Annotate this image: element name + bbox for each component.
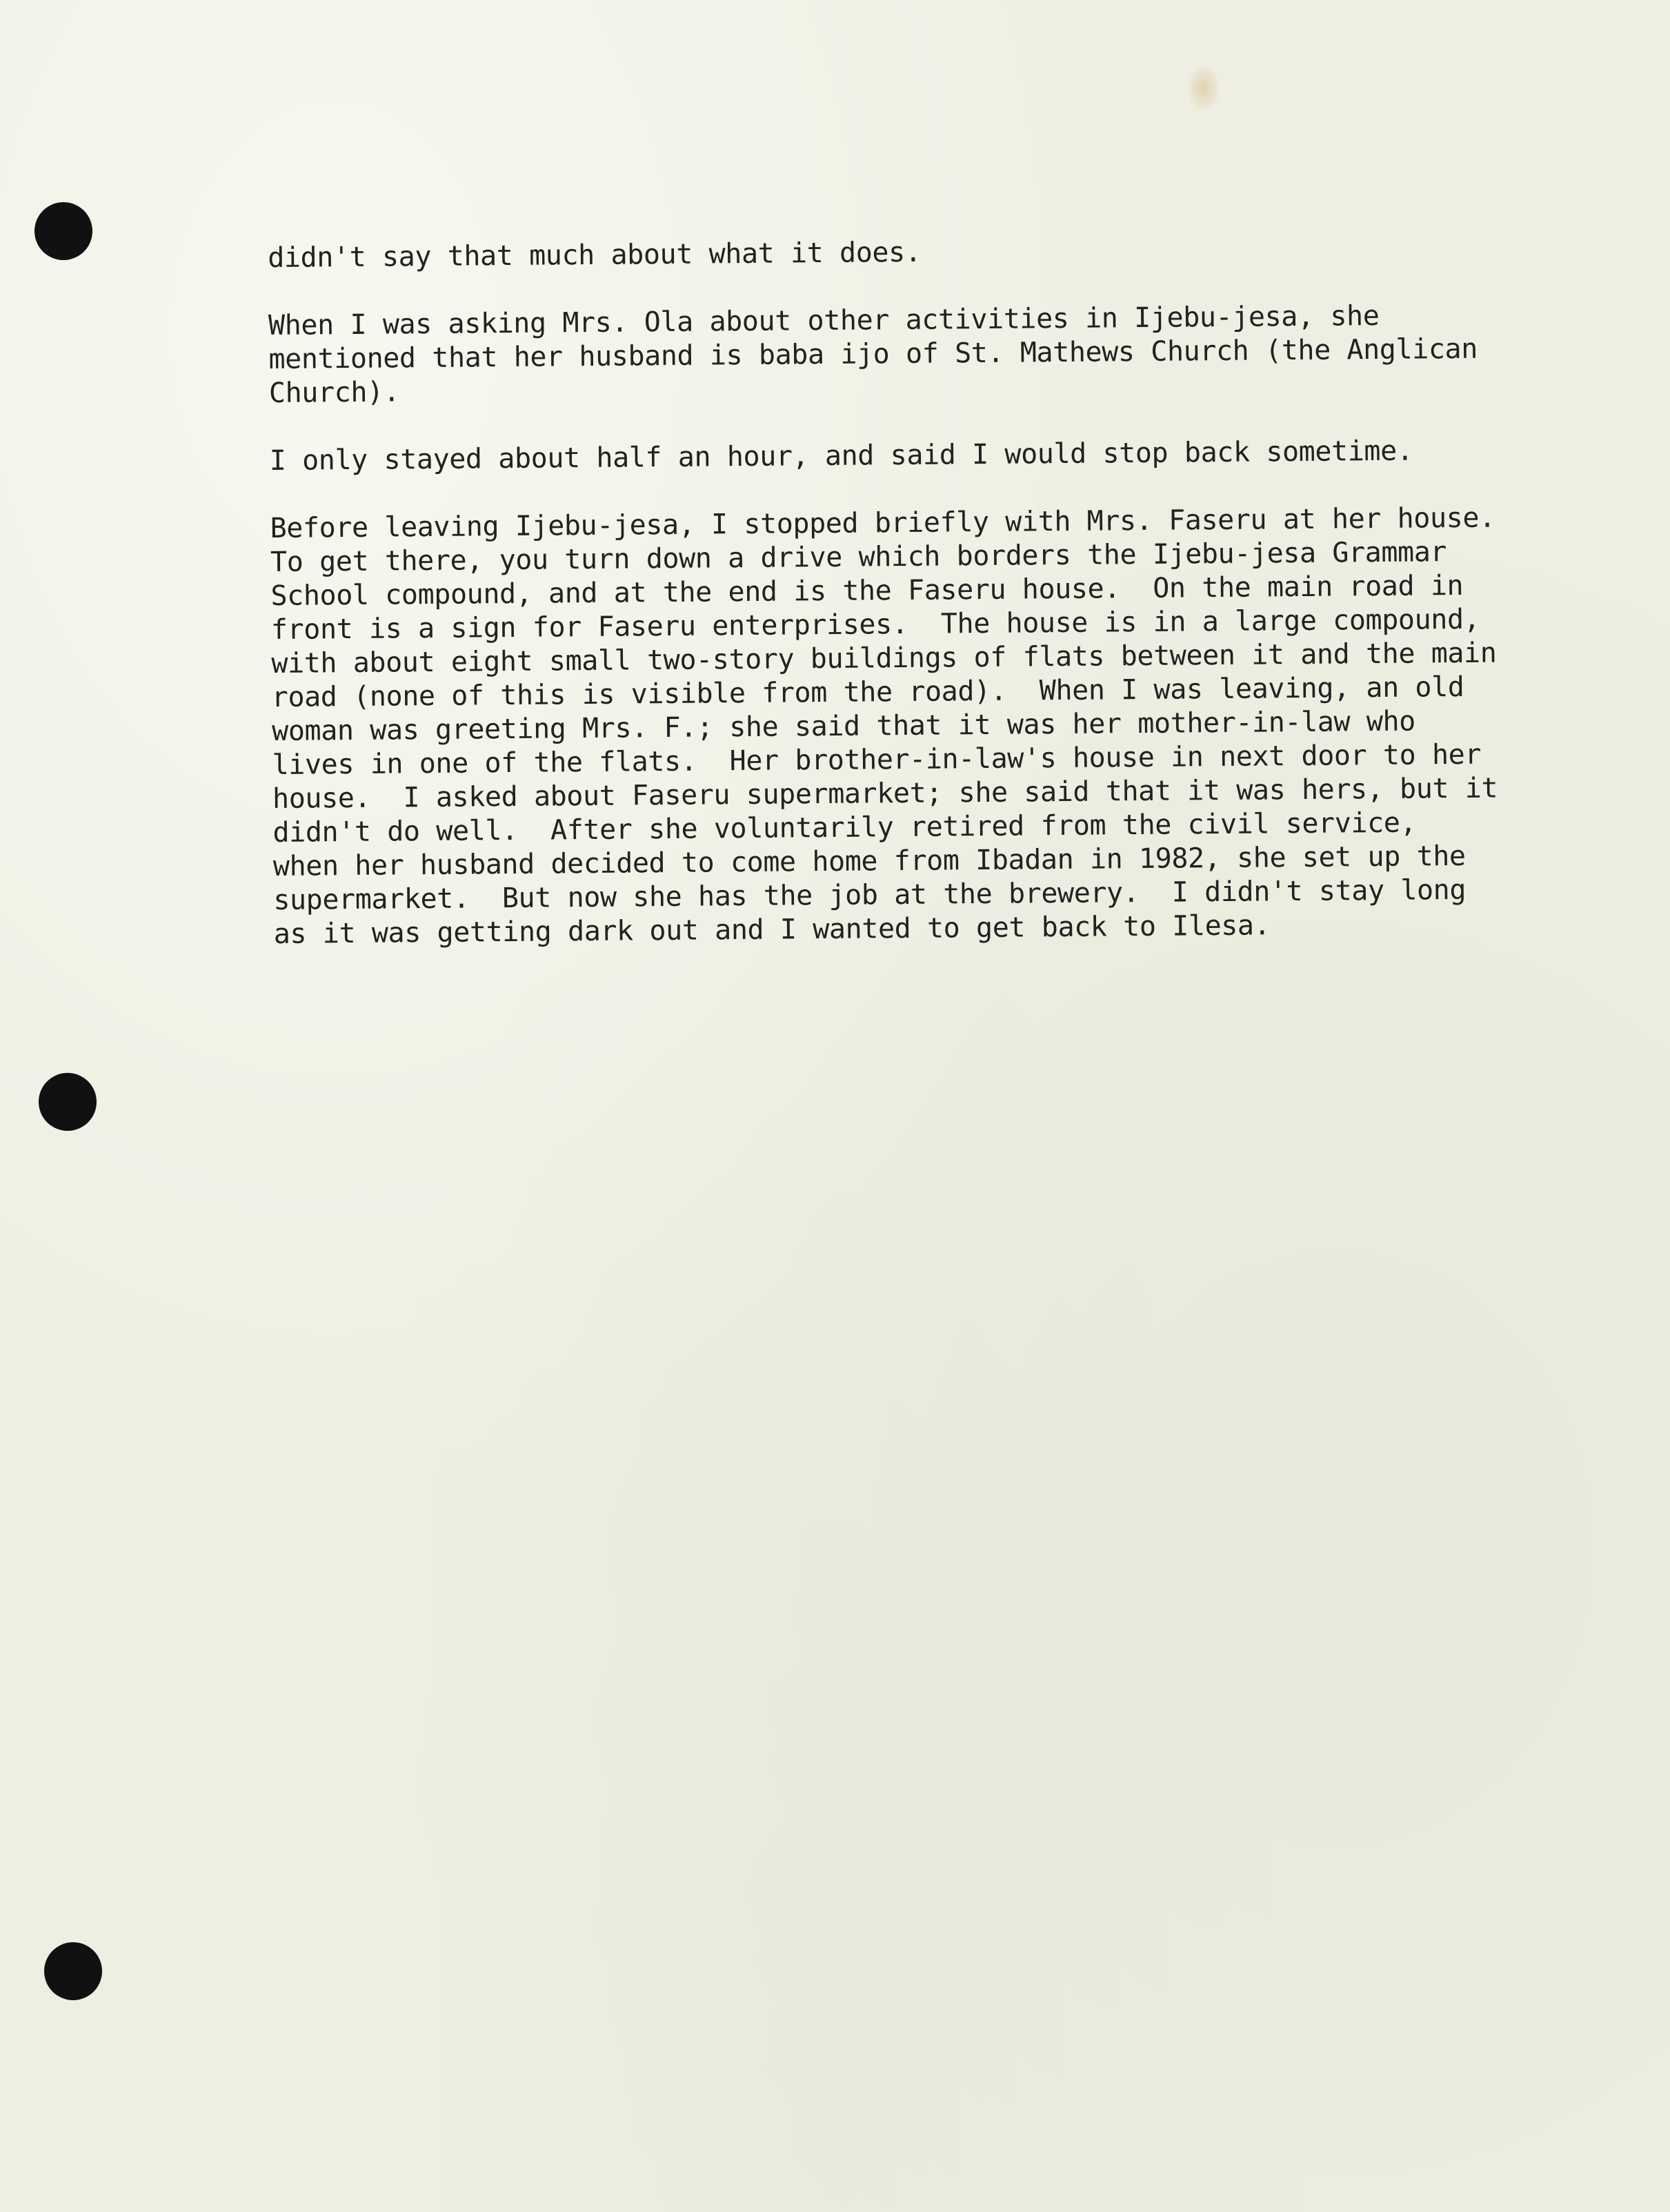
text-line: To get there, you turn down a drive which borders the Ijebu-jesa Grammar — [270, 536, 1447, 578]
punch-hole-middle — [39, 1073, 97, 1131]
text-line: When I was asking Mrs. Ola about other activities in Ijebu-jesa, she — [268, 299, 1380, 342]
typed-text-body — [268, 230, 1584, 951]
text-line: as it was getting dark out and I wanted to get back to Ilesa. — [273, 909, 1271, 950]
text-line: I only stayed about half an hour, and said I would stop back sometime. — [269, 435, 1413, 477]
text-line: Before leaving Ijebu-jesa, I stopped briefly with Mrs. Faseru at her house. — [270, 502, 1495, 544]
text-line: Church). — [268, 376, 400, 409]
text-line: when her husband decided to come home from Ibadan in 1982, she set up the — [272, 840, 1466, 882]
punch-hole-bottom — [44, 1942, 102, 2000]
text-line: mentioned that her husband is baba ijo of St. Mathews Church (the Anglican — [268, 333, 1478, 375]
text-line: front is a sign for Faseru enterprises. The house is in a large compound, — [270, 603, 1480, 646]
text-line: woman was greeting Mrs. F.; she said that it was her mother-in-law who — [271, 705, 1416, 747]
text-line: house. I asked about Faseru supermarket; she said that it was hers, but it — [272, 772, 1498, 815]
paragraph-4 — [270, 500, 1584, 951]
paper-stain — [1188, 66, 1220, 111]
text-line: didn't say that much about what it does. — [268, 236, 922, 274]
text-line: lives in one of the flats. Her brother-in-law's house in next door to her — [272, 738, 1482, 781]
text-line: supermarket. But now she has the job at the brewery. I didn't stay long — [273, 873, 1467, 916]
text-line: didn't do well. After she voluntarily retired from the civil service, — [272, 807, 1417, 849]
punch-hole-top — [34, 202, 92, 260]
text-line: School compound, and at the end is the Faseru house. On the main road in — [270, 569, 1464, 612]
paragraph-2 — [268, 297, 1580, 411]
text-line: road (none of this is visible from the road). When I was leaving, an old — [271, 671, 1464, 713]
text-line: with about eight small two-story buildings of flats between it and the main — [271, 637, 1497, 680]
